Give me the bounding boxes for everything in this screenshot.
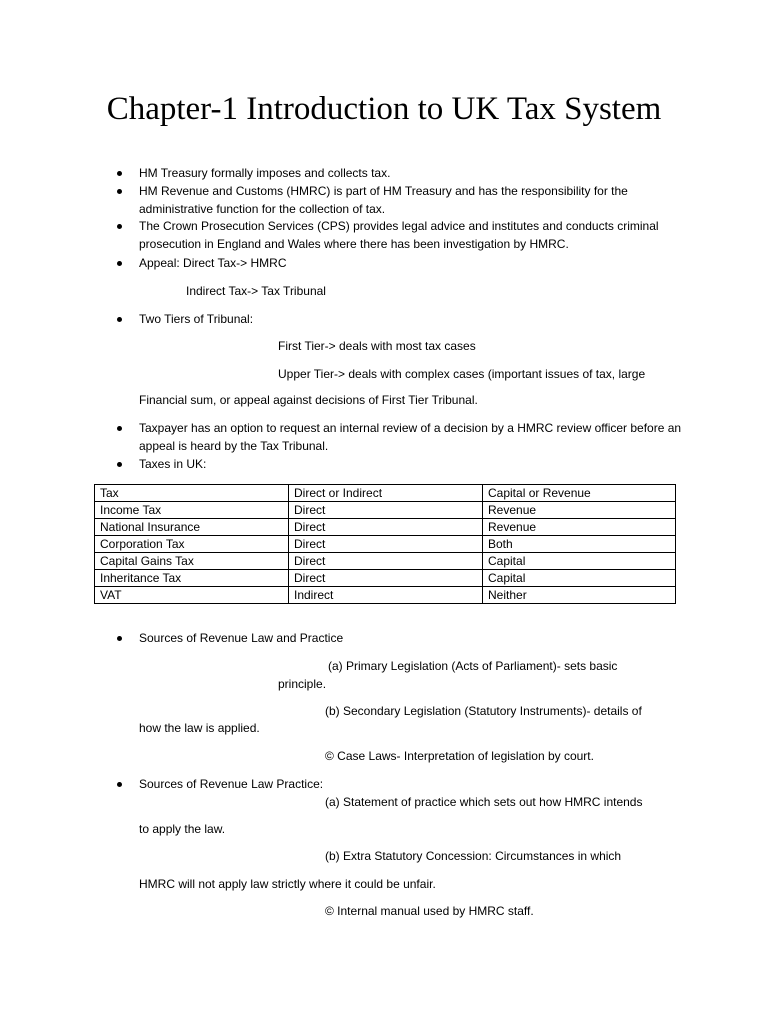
case-laws-text: © Case Laws- Interpretation of legislation by court. bbox=[325, 749, 594, 763]
extra-statutory-concession-continued: HMRC will not apply law strictly where it could be unfair. bbox=[139, 877, 436, 891]
primary-legislation-continued: principle. bbox=[278, 677, 327, 691]
list-item: Sources of Revenue Law and Practice bbox=[139, 630, 684, 648]
taxes-table bbox=[94, 484, 676, 604]
bullet-icon bbox=[117, 782, 122, 787]
table-row bbox=[95, 502, 676, 519]
table-cell: VAT bbox=[95, 587, 289, 604]
table-cell: Indirect bbox=[289, 587, 483, 604]
page-title: Chapter-1 Introduction to UK Tax System bbox=[106, 91, 662, 127]
list-item: The Crown Prosecution Services (CPS) provides legal advice and institutes and conducts criminal prosecution in England and Wales where there has been investigation by HMRC. bbox=[139, 218, 684, 253]
appeal-indirect-text: Indirect Tax-> Tax Tribunal bbox=[186, 284, 326, 298]
first-tier-text: First Tier-> deals with most tax cases bbox=[278, 339, 476, 353]
table-cell: Income Tax bbox=[95, 502, 289, 519]
table-row bbox=[95, 553, 676, 570]
internal-manual-text: © Internal manual used by HMRC staff. bbox=[325, 904, 534, 918]
bullet-icon bbox=[117, 261, 122, 266]
table-row bbox=[95, 519, 676, 536]
statement-of-practice-continued: to apply the law. bbox=[139, 822, 226, 836]
upper-tier-continued: Financial sum, or appeal against decisions of First Tier Tribunal. bbox=[139, 393, 478, 407]
table-cell: Revenue bbox=[483, 502, 676, 519]
table-cell: Capital Gains Tax bbox=[95, 553, 289, 570]
list-item: HM Treasury formally imposes and collects tax. bbox=[139, 165, 684, 183]
table-cell: Revenue bbox=[483, 519, 676, 536]
table-cell: Capital bbox=[483, 553, 676, 570]
upper-tier-text: Upper Tier-> deals with complex cases (important issues of tax, large bbox=[278, 367, 646, 381]
secondary-legislation-text: (b) Secondary Legislation (Statutory Instruments)- details of bbox=[325, 704, 642, 718]
table-cell: Neither bbox=[483, 587, 676, 604]
table-header-row bbox=[95, 485, 676, 502]
bullet-icon bbox=[117, 317, 122, 322]
bullet-icon bbox=[117, 426, 122, 431]
bullet-icon bbox=[117, 462, 122, 467]
table-cell: Inheritance Tax bbox=[95, 570, 289, 587]
table-cell: Capital bbox=[483, 570, 676, 587]
table-row bbox=[95, 536, 676, 553]
list-item: Sources of Revenue Law Practice: bbox=[139, 776, 684, 794]
table-cell: Corporation Tax bbox=[95, 536, 289, 553]
statement-of-practice-text: (a) Statement of practice which sets out how HMRC intends bbox=[325, 795, 643, 809]
table-cell: Direct bbox=[289, 536, 483, 553]
table-cell: Direct bbox=[289, 519, 483, 536]
list-item: Taxpayer has an option to request an internal review of a decision by a HMRC review officer before an appeal is heard by the Tax Tribunal. bbox=[139, 420, 684, 455]
bullet-icon bbox=[117, 224, 122, 229]
bullet-icon bbox=[117, 189, 122, 194]
column-header-direct-indirect: Direct or Indirect bbox=[289, 485, 483, 502]
column-header-tax: Tax bbox=[95, 485, 289, 502]
list-item: Taxes in UK: bbox=[139, 456, 684, 474]
primary-legislation-text: (a) Primary Legislation (Acts of Parliament)- sets basic bbox=[328, 659, 618, 673]
table-cell: National Insurance bbox=[95, 519, 289, 536]
column-header-capital-revenue: Capital or Revenue bbox=[483, 485, 676, 502]
secondary-legislation-continued: how the law is applied. bbox=[139, 721, 260, 735]
table-cell: Direct bbox=[289, 553, 483, 570]
table-row bbox=[95, 587, 676, 604]
extra-statutory-concession-text: (b) Extra Statutory Concession: Circumstances in which bbox=[325, 849, 622, 863]
list-item: Appeal: Direct Tax-> HMRC bbox=[139, 255, 684, 273]
table-row bbox=[95, 570, 676, 587]
table-cell: Direct bbox=[289, 502, 483, 519]
table-cell: Both bbox=[483, 536, 676, 553]
table-cell: Direct bbox=[289, 570, 483, 587]
bullet-icon bbox=[117, 636, 122, 641]
list-item: HM Revenue and Customs (HMRC) is part of HM Treasury and has the responsibility for the administrative function for the collection of tax. bbox=[139, 183, 684, 218]
list-item: Two Tiers of Tribunal: bbox=[139, 311, 684, 329]
bullet-icon bbox=[117, 171, 122, 176]
